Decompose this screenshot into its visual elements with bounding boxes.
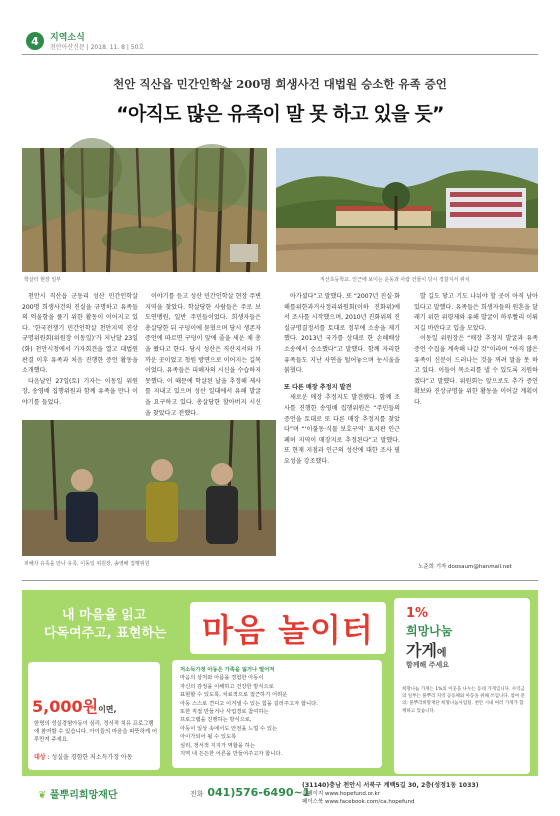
list-item: 심리, 정서적 지지가 역할을 하는 (180, 742, 255, 749)
paragraph: 천안시 직산읍 군동리 성산 민간인학살 200명 희생사건의 진실을 규명하고 유족들의 억울함을 풀기 위한 활동이 이어지고 있다. ‘한국전쟁기 민간인학살 천안지역 진상규명위원회(위원장 이동일)’가 지난달 23일(화) 천안시청에서 기자회견을 열고 대법원 판결 이후 유족과 처음 진행한 증언 활동을 소개했다. (22, 293, 138, 375)
org-contact: (31140)충남 천안시 서북구 계백5길 30, 2층(성정1동 1033) 홈페이지 www.hopefund.or.kr 페이스북 www.facebook.com/ca.hopefund (302, 782, 479, 806)
article-column-3 (284, 292, 400, 572)
article-column-4 (414, 292, 538, 552)
photo-elementary-school (276, 148, 538, 272)
article-subheadline: 천안 직산읍 민간인학살 200명 희생사건 대법원 승소한 유족 증언 (113, 77, 447, 91)
facebook-link[interactable]: 페이스북 www.facebook.com/ca.hopefund (302, 799, 415, 806)
page-number: 4 (26, 32, 44, 50)
list-item: 프로그램을 진행하는 방식으로, (180, 717, 252, 724)
org-logo: ❦ 풀뿌리희망재단 (38, 790, 118, 801)
ad-program-description (172, 660, 382, 768)
list-item: 마음의 상처와 아픔을 경험한 아동이 (180, 675, 264, 682)
ad-headline-line2: 다독여주고, 표현하는 (44, 626, 167, 641)
paragraph: 발 길도 닿고 기도 나눠야 할 곳이 아직 남아 있다고 말했다. 유족들은 희생자들의 원혼을 달래기 위한 위령제와 유해 발굴이 하루빨리 이뤄지길 바란다고 입을 모았다. (414, 293, 538, 332)
section-subheading: 또 다른 매장 추정지 발견 (284, 383, 352, 391)
photo-interview (22, 420, 276, 556)
ad-hope-sharing: 희망나눔 (406, 624, 453, 638)
list-item: 표현할 수 있도록, 치료적으로 접근하기 어려운 (180, 692, 288, 699)
list-item: 자신의 감정을 이해하고 건강한 방식으로 (180, 683, 274, 690)
ad-shop: 가게에 (406, 641, 447, 660)
ad-divider (22, 580, 538, 581)
photo2-caption: 직산초등학교. 인근에 보이는 운동과 사람 건물이 당시 경찰지서 위치 (320, 277, 470, 283)
photo1-caption: 학살터 현장 일부 (24, 277, 61, 283)
ad-headline-line1: 내 마음을 읽고 (62, 608, 147, 623)
list-item: 또한 직접 만들거나 사업경로 참여하는 (180, 709, 269, 716)
ad-title: 마음 놀이터 (190, 602, 386, 654)
ad-price: 5,000원이면, (32, 697, 117, 716)
section-title: 지역소식 (50, 33, 85, 43)
paragraph: 이야기를 듣고 성산 민간인학살 현장 주변 지역을 찾았다. 학살당한 사람들은 주로 보도연맹원, 일반 주민들이었다. 희생자들은 총살당한 뒤 구덩이에 묻혔으며 당시 생존자 증언에 따르면 구덩이 앞에 줄을 세운 채 총을 쐈다고 한다. 당시 성산은 직산지서와 가까운 곳이었고 청원 방면으로 이어지는 길목이었다. 유족들은 피해자의 시신을 수습하지 못했다. 이 때문에 학살된 날을 추정해 제사를 지내고 있으며 성산 일대에서 유해 발굴을 요구하고 있다. 총살당한 할아버지 시신을 찾았다고 전했다. (145, 293, 261, 417)
paragraph: 다음날인 27일(토) 기자는 이동일 위원장, 송영배 집행위원과 함께 유족을 만나 이야기를 들었다. (22, 377, 138, 406)
leaf-icon: ❦ (38, 790, 47, 801)
paragraph: 아가셨다”고 말했다. 또 “2007년 진실·화해를위한과거사정리위원회(이하 진화위)에서 조사를 시작했으며, 2010년 진화위의 진실규명결정서를 토대로 정부에 소송을 제기했다. 2013년 국가를 상대로 한 손해배상 소송에서 승소했다”고 말했다. 함께 자리한 유족들도 지난 사연을 털어놓으며 눈시울을 붉혔다. (284, 293, 400, 375)
paragraph: 이동일 위원장은 “매장 추정지 발굴과 유족 증언 수집을 계속해 나갈 것”이라며 “아직 많은 유족이 신분이 드러나는 것을 꺼려 말을 못 하고 있다. 이들이 목소리를 낼 수 있도록 지원하겠다”고 말했다. 위원회는 앞으로도 추가 증언 확보와 진상규명을 위한 활동을 이어갈 계획이다. (414, 335, 538, 406)
byline: 노준희 기자 doosaum@hanmail.net (418, 564, 512, 570)
issue-info: 천안아산신문 | 2018. 11. 8 | 50호 (50, 44, 145, 51)
paragraph: 새로운 매장 추정지도 발견됐다. 함께 조사를 진행한 송영배 집행위원은 “주민들의 증언을 토대로 또 다른 매장 추정지를 찾았다”며 “‘이불동·식물 보호구역’ 표지판 인근 폐허 지역이 매장지로 추정된다”고 말했다. 또 현재 지점과 인근의 성산에 대한 조사 필요성을 강조했다. (284, 394, 400, 465)
homepage-link[interactable]: 홈페이지 www.hopefund.or.kr (302, 791, 380, 798)
hopefund-advertisement (22, 590, 538, 810)
list-item: 아동이 일상 속에서도 안전을 느낄 수 있는 (180, 725, 278, 732)
org-phone: 전화 041)576-6490~1 (190, 786, 311, 799)
ad-percent: 1% (406, 606, 429, 621)
ad-shop-description: 희망나눔 가게는 1%의 이웃을 나누는 동네 가게입니다. 수익금의 일부는 풀뿌리 지역 공동체와 아동을 위해 쓰입니다. 참여 문의: 풀뿌리희망재단 희망나눔사업팀. 천안 시내 여러 가게가 함께하고 있습니다. (402, 687, 525, 714)
list-item: 아동 스스로 견디고 이겨낼 수 있는 힘을 길러주고자 합니다. (180, 700, 318, 707)
photo3-caption: 피해자 유족을 만나 유족, 이동일 위원장, 송영배 집행위원 (24, 561, 150, 567)
list-item: 저소득가정 아동은 가족을 잃거나 떨어져 (180, 667, 275, 673)
header-divider (22, 54, 538, 55)
ad-join-us: 함께해 주세요 (406, 661, 450, 669)
article-column-2 (145, 292, 261, 417)
list-item: 아이가되어 될 수 있도록 (180, 734, 237, 741)
article-headline: “아직도 많은 유족이 말 못 하고 있을 듯” (116, 103, 444, 125)
ad-description: 한명의 성실경험아동이 심리, 정서적 치유 프로그램에 참여할 수 있습니다. 아이들의 마음을 따뜻하게 어루만져 주세요. (34, 721, 158, 743)
photo-massacre-site (22, 148, 267, 272)
ad-target: 대상 : 성실을 경험한 저소득가정 아동 (34, 754, 133, 761)
list-item: 지역 내 든든한 어른을 만들어주고자 합니다. (180, 751, 283, 758)
article-column-1 (22, 292, 138, 407)
